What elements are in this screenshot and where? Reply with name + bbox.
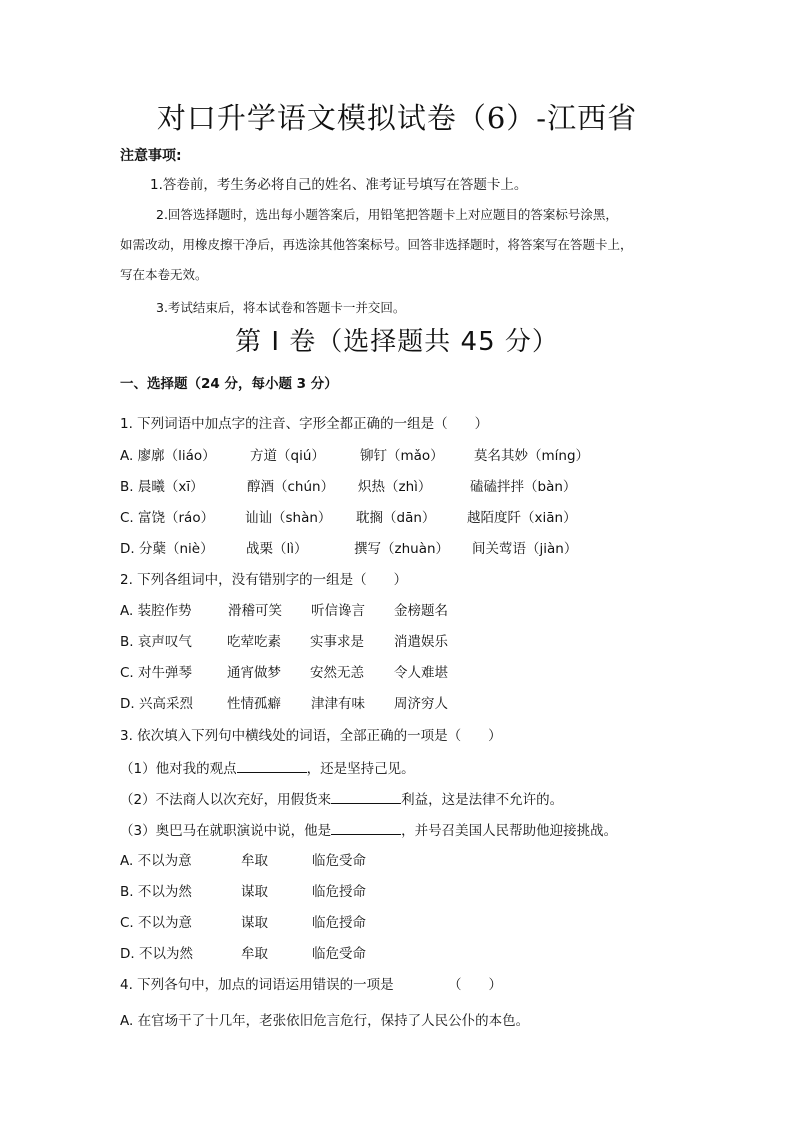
option-word: 周济穷人	[394, 696, 448, 712]
sentence-text: ，还是坚持己见。	[306, 761, 415, 777]
option-word: 临危授命	[312, 915, 366, 931]
option-word: 令人难堪	[394, 665, 448, 681]
question-4-option-a: A. 在官场干了十几年，老张依旧危言危行，保持了人民公仆的本色。	[120, 1013, 530, 1029]
notice-item-2-line-2: 如需改动，用橡皮擦干净后，再选涂其他答案标号。回答非选择题时，将答案写在答题卡上，	[120, 237, 633, 252]
option-word: 牟取	[241, 853, 268, 869]
sentence-text: （1）他对我的观点	[120, 761, 237, 777]
option-word: D. 不以为然	[120, 946, 193, 962]
option-word: A. 装腔作势	[120, 603, 192, 619]
option-word: 耽搁（dān）	[356, 510, 436, 526]
option-word: 战栗（lì）	[246, 541, 308, 557]
fill-blank	[331, 820, 401, 835]
option-word: 讪讪（shàn）	[245, 510, 332, 526]
question-3-sentence-2	[120, 789, 563, 810]
question-2-stem: 2. 下列各组词中，没有错别字的一组是（ ）	[120, 572, 408, 588]
option-word: C. 对牛弹琴	[120, 665, 193, 681]
notice-item-1: 1.答卷前，考生务必将自己的姓名、准考证号填写在答题卡上。	[150, 177, 528, 193]
option-word: 谋取	[241, 884, 268, 900]
option-word: 安然无恙	[310, 665, 364, 681]
answer-parenthesis: （ ）	[448, 977, 502, 993]
option-word: 通宵做梦	[227, 665, 281, 681]
option-word: D. 分蘖（niè）	[120, 541, 214, 557]
option-word: 铆钉（mǎo）	[360, 448, 444, 464]
question-3-sentence-1	[120, 758, 415, 779]
option-word: C. 不以为意	[120, 915, 193, 931]
option-word: 消遣娱乐	[394, 634, 448, 650]
option-word: D. 兴高采烈	[120, 696, 193, 712]
question-4-stem	[120, 975, 394, 995]
option-word: 谋取	[241, 915, 268, 931]
page-title: 对口升学语文模拟试卷（6）-江西省	[156, 101, 638, 135]
option-word: 临危受命	[312, 946, 366, 962]
fill-blank	[237, 758, 307, 773]
option-word: 莫名其妙（míng）	[474, 448, 590, 464]
sentence-text: 利益，这是法律不允许的。	[401, 792, 564, 808]
option-word: 间关莺语（jiàn）	[472, 541, 578, 557]
stem-text: 4. 下列各句中，加点的词语运用错误的一项是	[120, 977, 394, 993]
option-word: 越陌度阡（xiān）	[467, 510, 577, 526]
option-word: 实事求是	[310, 634, 364, 650]
option-word: 炽热（zhì）	[358, 479, 432, 495]
notice-item-2-line-1: 2.回答选择题时，选出每小题答案后，用铅笔把答题卡上对应题目的答案标号涂黑，	[156, 207, 618, 222]
fill-blank	[331, 789, 401, 804]
option-word: C. 富饶（ráo）	[120, 510, 215, 526]
option-word: 滑稽可笑	[228, 603, 282, 619]
option-word: 醇酒（chún）	[247, 479, 335, 495]
option-word: B. 哀声叹气	[120, 634, 192, 650]
option-word: 临危受命	[312, 853, 366, 869]
option-word: A. 不以为意	[120, 853, 192, 869]
sentence-text: （3）奥巴马在就职演说中说，他是	[120, 823, 332, 839]
option-word: 磕磕拌拌（bàn）	[470, 479, 577, 495]
option-word: B. 不以为然	[120, 884, 192, 900]
option-word: 金榜题名	[394, 603, 448, 619]
question-3-stem: 3. 依次填入下列句中横线处的词语，全部正确的一项是（ ）	[120, 728, 502, 744]
sentence-text: ，并号召美国人民帮助他迎接挑战。	[401, 823, 618, 839]
question-3-sentence-3	[120, 820, 617, 841]
option-word: 津津有味	[311, 696, 365, 712]
option-word: 临危授命	[312, 884, 366, 900]
notice-heading: 注意事项:	[120, 148, 182, 164]
option-word: 牟取	[241, 946, 268, 962]
option-word: A. 廖廓（liáo）	[120, 448, 216, 464]
option-word: 吃荤吃素	[227, 634, 281, 650]
option-word: 听信谗言	[311, 603, 365, 619]
question-1-stem: 1. 下列词语中加点字的注音、字形全都正确的一组是（ ）	[120, 416, 489, 432]
option-word: 方道（qiú）	[250, 448, 325, 464]
option-word: 撰写（zhuàn）	[354, 541, 450, 557]
notice-item-2-line-3: 写在本卷无效。	[120, 267, 208, 282]
section-title: 第 I 卷（选择题共 45 分）	[235, 327, 559, 357]
sentence-text: （2）不法商人以次充好，用假货来	[120, 792, 332, 808]
option-word: B. 晨曦（xī）	[120, 479, 204, 495]
option-word: 性情孤癖	[227, 696, 281, 712]
part-heading: 一、选择题（24 分，每小题 3 分）	[120, 376, 338, 392]
notice-item-3: 3.考试结束后，将本试卷和答题卡一并交回。	[156, 300, 406, 315]
